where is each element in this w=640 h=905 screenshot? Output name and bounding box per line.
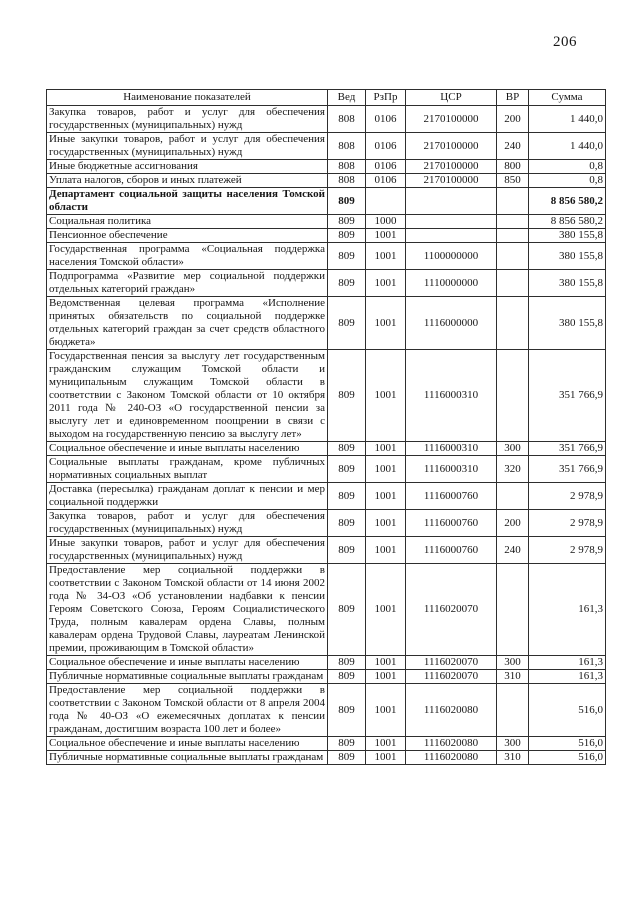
- row-rzpr-cell: 1001: [366, 442, 406, 456]
- row-vr-cell: 240: [497, 133, 529, 160]
- row-ved-cell: 809: [328, 564, 366, 656]
- budget-table: [46, 89, 606, 765]
- row-name-cell: Иные бюджетные ассигнования: [47, 160, 328, 174]
- row-sum-cell: 380 155,8: [529, 229, 606, 243]
- row-name-cell: Закупка товаров, работ и услуг для обеспечения государственных (муниципальных) нужд: [47, 510, 328, 537]
- row-csr-cell: 1110000000: [406, 270, 497, 297]
- table-row: [47, 106, 606, 133]
- row-csr-cell: 1116020080: [406, 684, 497, 737]
- row-name-cell: Социальные выплаты гражданам, кроме публичных нормативных социальных выплат: [47, 456, 328, 483]
- row-rzpr-cell: 0106: [366, 106, 406, 133]
- row-name-cell: Уплата налогов, сборов и иных платежей: [47, 174, 328, 188]
- row-rzpr-cell: [366, 188, 406, 215]
- table-row: [47, 510, 606, 537]
- row-name-cell: Социальное обеспечение и иные выплаты населению: [47, 656, 328, 670]
- header-ved: Вед: [328, 90, 366, 106]
- page-number: 206: [553, 34, 577, 50]
- header-vr: ВР: [497, 90, 529, 106]
- row-csr-cell: [406, 229, 497, 243]
- row-vr-cell: [497, 297, 529, 350]
- row-ved-cell: 809: [328, 510, 366, 537]
- table-row: [47, 243, 606, 270]
- row-ved-cell: 808: [328, 160, 366, 174]
- row-rzpr-cell: 1001: [366, 564, 406, 656]
- row-name-cell: Департамент социальной защиты населения Томской области: [47, 188, 328, 215]
- row-sum-cell: 2 978,9: [529, 510, 606, 537]
- table-row: [47, 160, 606, 174]
- row-sum-cell: 351 766,9: [529, 442, 606, 456]
- row-ved-cell: 809: [328, 656, 366, 670]
- table-row: [47, 215, 606, 229]
- row-csr-cell: 2170100000: [406, 174, 497, 188]
- row-rzpr-cell: 1000: [366, 215, 406, 229]
- row-sum-cell: 8 856 580,2: [529, 215, 606, 229]
- row-rzpr-cell: 1001: [366, 243, 406, 270]
- row-sum-cell: 351 766,9: [529, 350, 606, 442]
- row-vr-cell: 300: [497, 737, 529, 751]
- header-csr: ЦСР: [406, 90, 497, 106]
- table-row: [47, 537, 606, 564]
- row-csr-cell: 1116000310: [406, 442, 497, 456]
- row-csr-cell: 2170100000: [406, 106, 497, 133]
- table-row: [47, 670, 606, 684]
- row-rzpr-cell: 0106: [366, 174, 406, 188]
- row-ved-cell: 809: [328, 537, 366, 564]
- row-name-cell: Социальное обеспечение и иные выплаты населению: [47, 737, 328, 751]
- row-sum-cell: 380 155,8: [529, 270, 606, 297]
- row-ved-cell: 809: [328, 751, 366, 765]
- row-vr-cell: 200: [497, 106, 529, 133]
- row-csr-cell: 1116020080: [406, 751, 497, 765]
- row-ved-cell: 809: [328, 737, 366, 751]
- table-row: [47, 174, 606, 188]
- row-rzpr-cell: 1001: [366, 510, 406, 537]
- row-csr-cell: 2170100000: [406, 133, 497, 160]
- row-vr-cell: [497, 243, 529, 270]
- row-vr-cell: 800: [497, 160, 529, 174]
- table-header: [47, 90, 606, 106]
- row-name-cell: Иные закупки товаров, работ и услуг для обеспечения государственных (муниципальных) нужд: [47, 133, 328, 160]
- row-name-cell: Пенсионное обеспечение: [47, 229, 328, 243]
- table-row: [47, 564, 606, 656]
- row-ved-cell: 808: [328, 133, 366, 160]
- row-sum-cell: 1 440,0: [529, 133, 606, 160]
- row-csr-cell: 1100000000: [406, 243, 497, 270]
- row-name-cell: Государственная пенсия за выслугу лет государственным гражданским служащим Томской области и муниципальным служащим Томской области в соответствии с Законом Томской области от 10 октября 2011 года № 240-ОЗ «О государственной пенсии за выслугу лет и единовременном поощрении в связи с выходом на государственную пенсию за выслугу лет»: [47, 350, 328, 442]
- row-name-cell: Государственная программа «Социальная поддержка населения Томской области»: [47, 243, 328, 270]
- table-row: [47, 133, 606, 160]
- table-body: [47, 106, 606, 765]
- row-vr-cell: 300: [497, 442, 529, 456]
- row-ved-cell: 809: [328, 229, 366, 243]
- row-ved-cell: 809: [328, 670, 366, 684]
- table-row: [47, 737, 606, 751]
- row-name-cell: Публичные нормативные социальные выплаты гражданам: [47, 751, 328, 765]
- row-vr-cell: [497, 188, 529, 215]
- row-csr-cell: 1116020070: [406, 670, 497, 684]
- table-row: [47, 270, 606, 297]
- row-name-cell: Закупка товаров, работ и услуг для обеспечения государственных (муниципальных) нужд: [47, 106, 328, 133]
- row-rzpr-cell: 0106: [366, 160, 406, 174]
- row-sum-cell: 516,0: [529, 737, 606, 751]
- row-name-cell: Иные закупки товаров, работ и услуг для обеспечения государственных (муниципальных) нужд: [47, 537, 328, 564]
- table-row: [47, 442, 606, 456]
- row-csr-cell: 1116000310: [406, 456, 497, 483]
- row-rzpr-cell: 1001: [366, 670, 406, 684]
- row-ved-cell: 809: [328, 215, 366, 229]
- row-rzpr-cell: 1001: [366, 751, 406, 765]
- row-name-cell: Публичные нормативные социальные выплаты гражданам: [47, 670, 328, 684]
- row-vr-cell: [497, 229, 529, 243]
- row-rzpr-cell: 1001: [366, 229, 406, 243]
- table-row: [47, 751, 606, 765]
- row-vr-cell: [497, 350, 529, 442]
- table-row: [47, 188, 606, 215]
- table-row: [47, 684, 606, 737]
- row-sum-cell: 516,0: [529, 751, 606, 765]
- row-csr-cell: 1116000310: [406, 350, 497, 442]
- row-rzpr-cell: 1001: [366, 483, 406, 510]
- row-name-cell: Предоставление мер социальной поддержки в соответствии с Законом Томской области от 8 апреля 2004 года № 40-ОЗ «О ежемесячных доплатах к пенсии гражданам, достигшим возраста 100 лет и более»: [47, 684, 328, 737]
- row-ved-cell: 809: [328, 684, 366, 737]
- row-sum-cell: 0,8: [529, 174, 606, 188]
- row-sum-cell: 8 856 580,2: [529, 188, 606, 215]
- row-vr-cell: 320: [497, 456, 529, 483]
- row-rzpr-cell: 1001: [366, 297, 406, 350]
- row-rzpr-cell: 1001: [366, 656, 406, 670]
- row-rzpr-cell: 1001: [366, 270, 406, 297]
- row-sum-cell: 161,3: [529, 656, 606, 670]
- row-sum-cell: 2 978,9: [529, 537, 606, 564]
- row-sum-cell: 351 766,9: [529, 456, 606, 483]
- row-vr-cell: 310: [497, 670, 529, 684]
- row-rzpr-cell: 0106: [366, 133, 406, 160]
- row-csr-cell: 1116020070: [406, 564, 497, 656]
- row-ved-cell: 809: [328, 270, 366, 297]
- row-csr-cell: 1116000760: [406, 483, 497, 510]
- row-vr-cell: [497, 684, 529, 737]
- row-sum-cell: 2 978,9: [529, 483, 606, 510]
- row-vr-cell: 300: [497, 656, 529, 670]
- row-rzpr-cell: 1001: [366, 737, 406, 751]
- row-vr-cell: [497, 270, 529, 297]
- row-name-cell: Предоставление мер социальной поддержки в соответствии с Законом Томской области от 14 июня 2002 года № 34-ОЗ «Об установлении надбавки к пенсии Героям Советского Союза, Героям Социалистического Труда, полным кавалерам ордена Славы, полным кавалерам ордена Трудовой Славы, лауреатам Ленинской премии, проживающим в Томской области»: [47, 564, 328, 656]
- row-ved-cell: 809: [328, 442, 366, 456]
- row-csr-cell: 2170100000: [406, 160, 497, 174]
- table-row: [47, 350, 606, 442]
- row-csr-cell: 1116000000: [406, 297, 497, 350]
- table-header-row: [47, 90, 606, 106]
- row-vr-cell: 850: [497, 174, 529, 188]
- header-sum: Сумма: [529, 90, 606, 106]
- row-vr-cell: 240: [497, 537, 529, 564]
- row-ved-cell: 808: [328, 174, 366, 188]
- row-sum-cell: 380 155,8: [529, 243, 606, 270]
- row-name-cell: Доставка (пересылка) гражданам доплат к пенсии и мер социальной поддержки: [47, 483, 328, 510]
- row-vr-cell: [497, 564, 529, 656]
- row-vr-cell: [497, 215, 529, 229]
- table-row: [47, 297, 606, 350]
- row-sum-cell: 1 440,0: [529, 106, 606, 133]
- row-ved-cell: 809: [328, 456, 366, 483]
- row-vr-cell: 310: [497, 751, 529, 765]
- row-sum-cell: 161,3: [529, 670, 606, 684]
- row-ved-cell: 809: [328, 350, 366, 442]
- row-name-cell: Ведомственная целевая программа «Исполнение принятых обязательств по социальной поддержке отдельных категорий граждан за счет средств областного бюджета»: [47, 297, 328, 350]
- row-csr-cell: 1116020070: [406, 656, 497, 670]
- row-name-cell: Социальная политика: [47, 215, 328, 229]
- row-csr-cell: 1116000760: [406, 537, 497, 564]
- row-csr-cell: 1116020080: [406, 737, 497, 751]
- row-rzpr-cell: 1001: [366, 684, 406, 737]
- row-rzpr-cell: 1001: [366, 456, 406, 483]
- row-csr-cell: [406, 188, 497, 215]
- row-ved-cell: 808: [328, 106, 366, 133]
- row-vr-cell: [497, 483, 529, 510]
- header-rzpr: РзПр: [366, 90, 406, 106]
- row-sum-cell: 161,3: [529, 564, 606, 656]
- row-sum-cell: 380 155,8: [529, 297, 606, 350]
- row-sum-cell: 516,0: [529, 684, 606, 737]
- row-ved-cell: 809: [328, 297, 366, 350]
- row-csr-cell: [406, 215, 497, 229]
- row-ved-cell: 809: [328, 483, 366, 510]
- row-rzpr-cell: 1001: [366, 537, 406, 564]
- row-vr-cell: 200: [497, 510, 529, 537]
- table-row: [47, 656, 606, 670]
- row-sum-cell: 0,8: [529, 160, 606, 174]
- row-csr-cell: 1116000760: [406, 510, 497, 537]
- row-ved-cell: 809: [328, 188, 366, 215]
- table-row: [47, 483, 606, 510]
- row-name-cell: Социальное обеспечение и иные выплаты населению: [47, 442, 328, 456]
- row-ved-cell: 809: [328, 243, 366, 270]
- table-row: [47, 456, 606, 483]
- row-name-cell: Подпрограмма «Развитие мер социальной поддержки отдельных категорий граждан»: [47, 270, 328, 297]
- table-row: [47, 229, 606, 243]
- row-rzpr-cell: 1001: [366, 350, 406, 442]
- header-name: Наименование показателей: [47, 90, 328, 106]
